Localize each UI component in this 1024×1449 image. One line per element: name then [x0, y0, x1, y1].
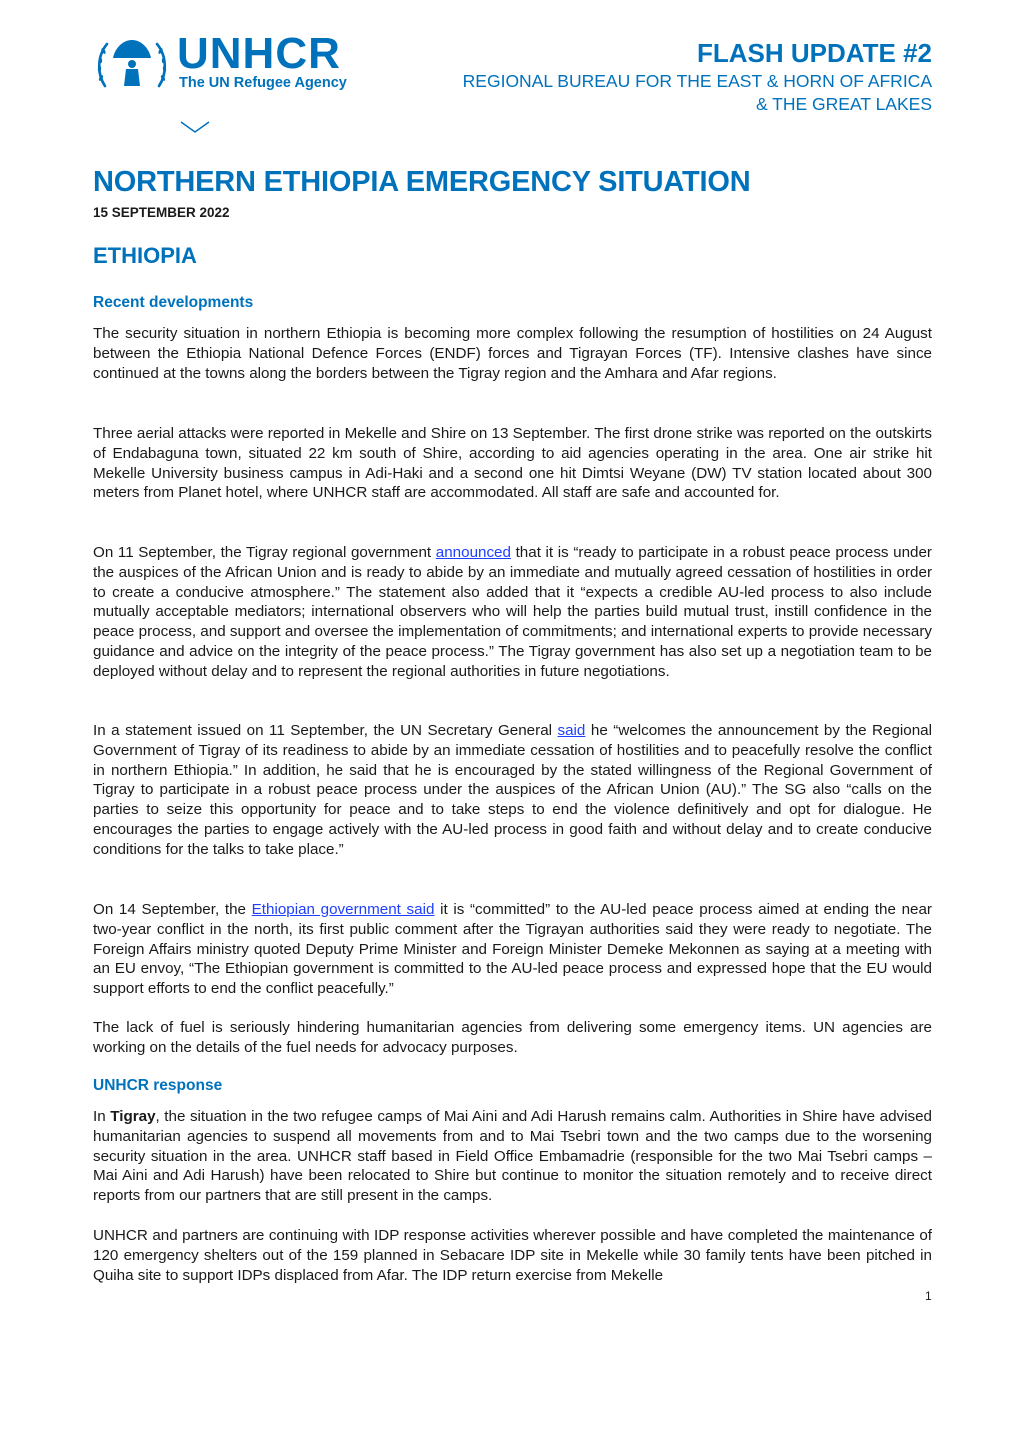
logo-tagline: The UN Refugee Agency	[179, 75, 347, 91]
logo-wordmark: UNHCR	[177, 29, 341, 78]
unhcr-logo	[95, 29, 365, 96]
section-heading-unhcr-response: UNHCR response	[93, 1077, 223, 1094]
country-heading: ETHIOPIA	[93, 243, 197, 268]
section-heading-recent-developments: Recent developments	[93, 294, 254, 311]
paragraph-security-situation: The security situation in northern Ethiopia is becoming more complex following the resumption of hostilities on 24 August between the Ethiopia National Defence Forces (ENDF) forces and Tigrayan Forces (TF). Intensive clashes have since continued at the towns along the borders between the Tigray region and the Amhara and Afar regions.	[93, 325, 932, 382]
paragraph-tigray-camps: In Tigray, the situation in the two refugee camps of Mai Aini and Adi Harush remains calm. Authorities in Shire have advised humanitarian agencies to suspend all movements from and to Mai Tsebri town and the two camps due to the worsening security situation in the area. UNHCR staff based in Field Office Embamadrie (responsible for the two Mai Tsebri camps – Mai Aini and Adi Harush) have been relocated to Shire but continue to monitor the situation remotely and to receive direct reports from our partners that are still present in the camps.	[93, 1108, 932, 1205]
paragraph-aerial-attacks: Three aerial attacks were reported in Mekelle and Shire on 13 September. The first drone strike was reported on the outskirts of Endabaguna town, situated 22 km south of Shire, according to aid agencies operating in the area. One air strike hit Mekelle University business campus in Adi-Haki and a second one hit Dimtsi Weyane (DW) TV station located about 300 meters from Planet hotel, where UNHCR staff are accommodated. All staff are safe and accounted for.	[93, 425, 932, 502]
flash-update-subtitle: REGIONAL BUREAU FOR THE EAST & HORN OF AFRICA & THE GREAT LAKES	[462, 71, 932, 114]
announced-link[interactable]: announced	[435, 544, 511, 561]
page-title: NORTHERN ETHIOPIA EMERGENCY SITUATION	[93, 166, 751, 198]
unhcr-emblem-icon	[95, 34, 169, 96]
tigray-bold: Tigray	[110, 1108, 156, 1125]
paragraph-ethiopian-government: On 14 September, the Ethiopian government said it is “committed” to the AU-led peace process aimed at ending the near two-year conflict in the north, its first public comment after the Tigrayan authorities said they were ready to negotiate. The Foreign Affairs ministry quoted Deputy Prime Minister and Foreign Minister Demeke Mekonnen as saying at a meeting with an EU envoy, “The Ethiopian government is committed to the AU-led peace process and expressed hope that the EU would support efforts to end the conflict peacefully.”	[93, 901, 932, 998]
paragraph-idp-response: UNHCR and partners are continuing with IDP response activities wherever possible and have completed the maintenance of 120 emergency shelters out of the 159 planned in Sebacare IDP site in Mekelle while 30 family tents have been pitched in Quiha site to support IDPs displaced from Afar. The IDP return exercise from Mekelle	[93, 1227, 932, 1284]
report-date: 15 SEPTEMBER 2022	[93, 205, 230, 220]
paragraph-fuel-shortage: The lack of fuel is seriously hindering humanitarian agencies from delivering some emergency items. UN agencies are working on the details of the fuel needs for advocacy purposes.	[93, 1019, 932, 1056]
page-number: 1	[925, 1289, 932, 1303]
chevron-down-icon	[178, 118, 212, 136]
flash-update-title: FLASH UPDATE #2	[697, 38, 932, 68]
ethiopian-government-said-link[interactable]: Ethiopian government said	[251, 901, 435, 918]
said-link[interactable]: said	[557, 722, 586, 739]
paragraph-tigray-announcement: On 11 September, the Tigray regional government announced that it is “ready to participate in a robust peace process under the auspices of the African Union and is ready to abide by an immediate and mutually agreed cessation of hostilities in order to create a conducive atmosphere.” The statement also added that it “expects a credible AU-led process to also include mutually acceptable mediators; international observers who will help the parties build mutual trust, instill confidence in the peace process, and support and oversee the implementation of commitments; and international experts to provide necessary guidance and advice on the integrity of the peace process.” The Tigray government has also set up a negotiation team to be deployed without delay and to represent the regional authorities in future negotiations.	[93, 544, 932, 680]
paragraph-un-secretary-general: In a statement issued on 11 September, the UN Secretary General said he “welcomes the announcement by the Regional Government of Tigray of its readiness to abide by an immediate cessation of hostilities and to peacefully resolve the conflict in northern Ethiopia.” In addition, he said that he is encouraged by the stated willingness of the Regional Government of Tigray to participate in a robust peace process under the auspices of the African Union (AU).” The SG also “calls on the parties to seize this opportunity for peace and to take steps to end the violence definitively and opt for dialogue. He encourages the parties to engage actively with the AU-led process in good faith and without delay and to create conducive conditions for the talks to take place.”	[93, 722, 932, 858]
